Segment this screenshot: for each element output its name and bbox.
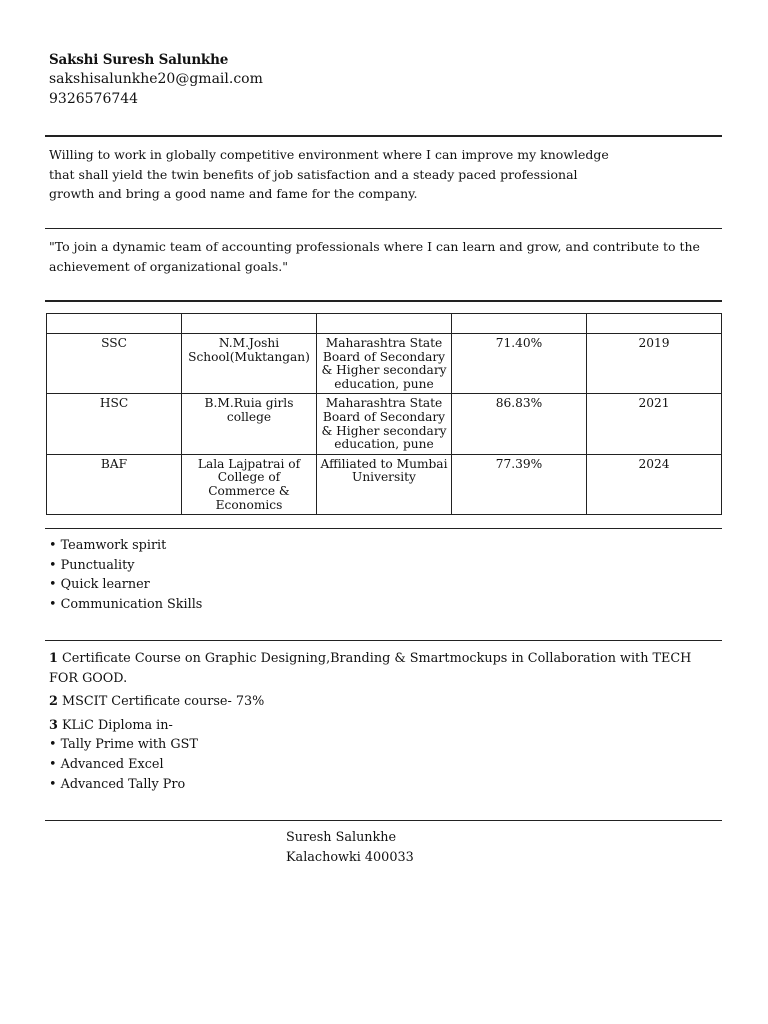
phone-number: 9326576744: [49, 91, 139, 107]
objective-line: that shall yield the twin benefits of job satisfaction and a steady paced professional: [49, 166, 578, 182]
education-table: [46, 313, 722, 515]
score-cell: 77.39%: [452, 454, 587, 514]
objective-paragraph: [49, 145, 709, 204]
year-cell: 2021: [587, 394, 722, 454]
list-item: [49, 716, 709, 736]
item-text: Certificate Course on Graphic Designing,Branding & Smartmockups in Collaboration with TECH: [61, 651, 692, 666]
item-number: 1: [49, 651, 58, 666]
footer-address-block: [286, 828, 414, 867]
divider: [45, 820, 722, 821]
divider: [45, 640, 722, 641]
board-cell: Affiliated to Mumbai University: [317, 454, 452, 514]
item-text: MSCIT Certificate course- 73%: [61, 694, 265, 710]
sub-list-item: • Advanced Tally Pro: [49, 776, 186, 792]
list-item: • Punctuality: [49, 557, 135, 573]
score-cell: 86.83%: [452, 394, 587, 454]
qualification-cell: HSC: [47, 394, 182, 454]
institution-cell: Lala Lajpatrai of College of Commerce & Economics: [182, 454, 317, 514]
board-cell: Maharashtra State Board of Secondary & Higher secondary education, pune: [317, 334, 452, 394]
item-number: 3: [49, 717, 58, 733]
certifications-list: [49, 649, 709, 794]
table-header-cell: [182, 314, 317, 334]
divider: [45, 300, 722, 302]
footer-name: Suresh Salunkhe: [286, 830, 397, 845]
list-item: • Teamwork spirit: [49, 538, 167, 553]
career-goal-paragraph: [49, 237, 719, 276]
skills-list: [49, 536, 202, 614]
list-item: • Quick learner: [49, 577, 150, 593]
institution-cell: N.M.Joshi School(Muktangan): [182, 334, 317, 394]
candidate-name: Sakshi Suresh Salunkhe: [49, 52, 229, 68]
divider: [45, 228, 722, 229]
goal-line: "To join a dynamic team of accounting professionals where I can learn and grow, and contribute to the: [49, 239, 700, 254]
qualification-cell: BAF: [47, 454, 182, 514]
email-address: sakshisalunkhe20@gmail.com: [49, 71, 263, 87]
list-item-continuation: FOR GOOD.: [49, 670, 128, 686]
table-header-cell: [452, 314, 587, 334]
institution-cell: B.M.Ruia girls college: [182, 394, 317, 454]
divider: [45, 135, 722, 137]
item-text: KLiC Diploma in-: [61, 717, 173, 733]
table-row: [47, 334, 722, 394]
table-header-cell: [587, 314, 722, 334]
objective-line: growth and bring a good name and fame for the company.: [49, 186, 418, 201]
list-item: [49, 649, 709, 669]
divider: [45, 528, 722, 529]
table-header-row: [47, 314, 722, 334]
year-cell: 2019: [587, 334, 722, 394]
list-item: • Communication Skills: [49, 596, 203, 612]
table-header-cell: [47, 314, 182, 334]
sub-list-item: • Tally Prime with GST: [49, 737, 198, 753]
sub-list-item: • Advanced Excel: [49, 756, 164, 772]
list-item: [49, 692, 709, 712]
objective-line: Willing to work in globally competitive environment where I can improve my knowledge: [49, 147, 609, 162]
qualification-cell: SSC: [47, 334, 182, 394]
table-row: [47, 454, 722, 514]
table-header-cell: [317, 314, 452, 334]
goal-line: achievement of organizational goals.": [49, 258, 288, 274]
item-number: 2: [49, 694, 58, 710]
score-cell: 71.40%: [452, 334, 587, 394]
board-cell: Maharashtra State Board of Secondary & Higher secondary education, pune: [317, 394, 452, 454]
footer-address: Kalachowki 400033: [286, 849, 414, 865]
table-row: [47, 394, 722, 454]
year-cell: 2024: [587, 454, 722, 514]
